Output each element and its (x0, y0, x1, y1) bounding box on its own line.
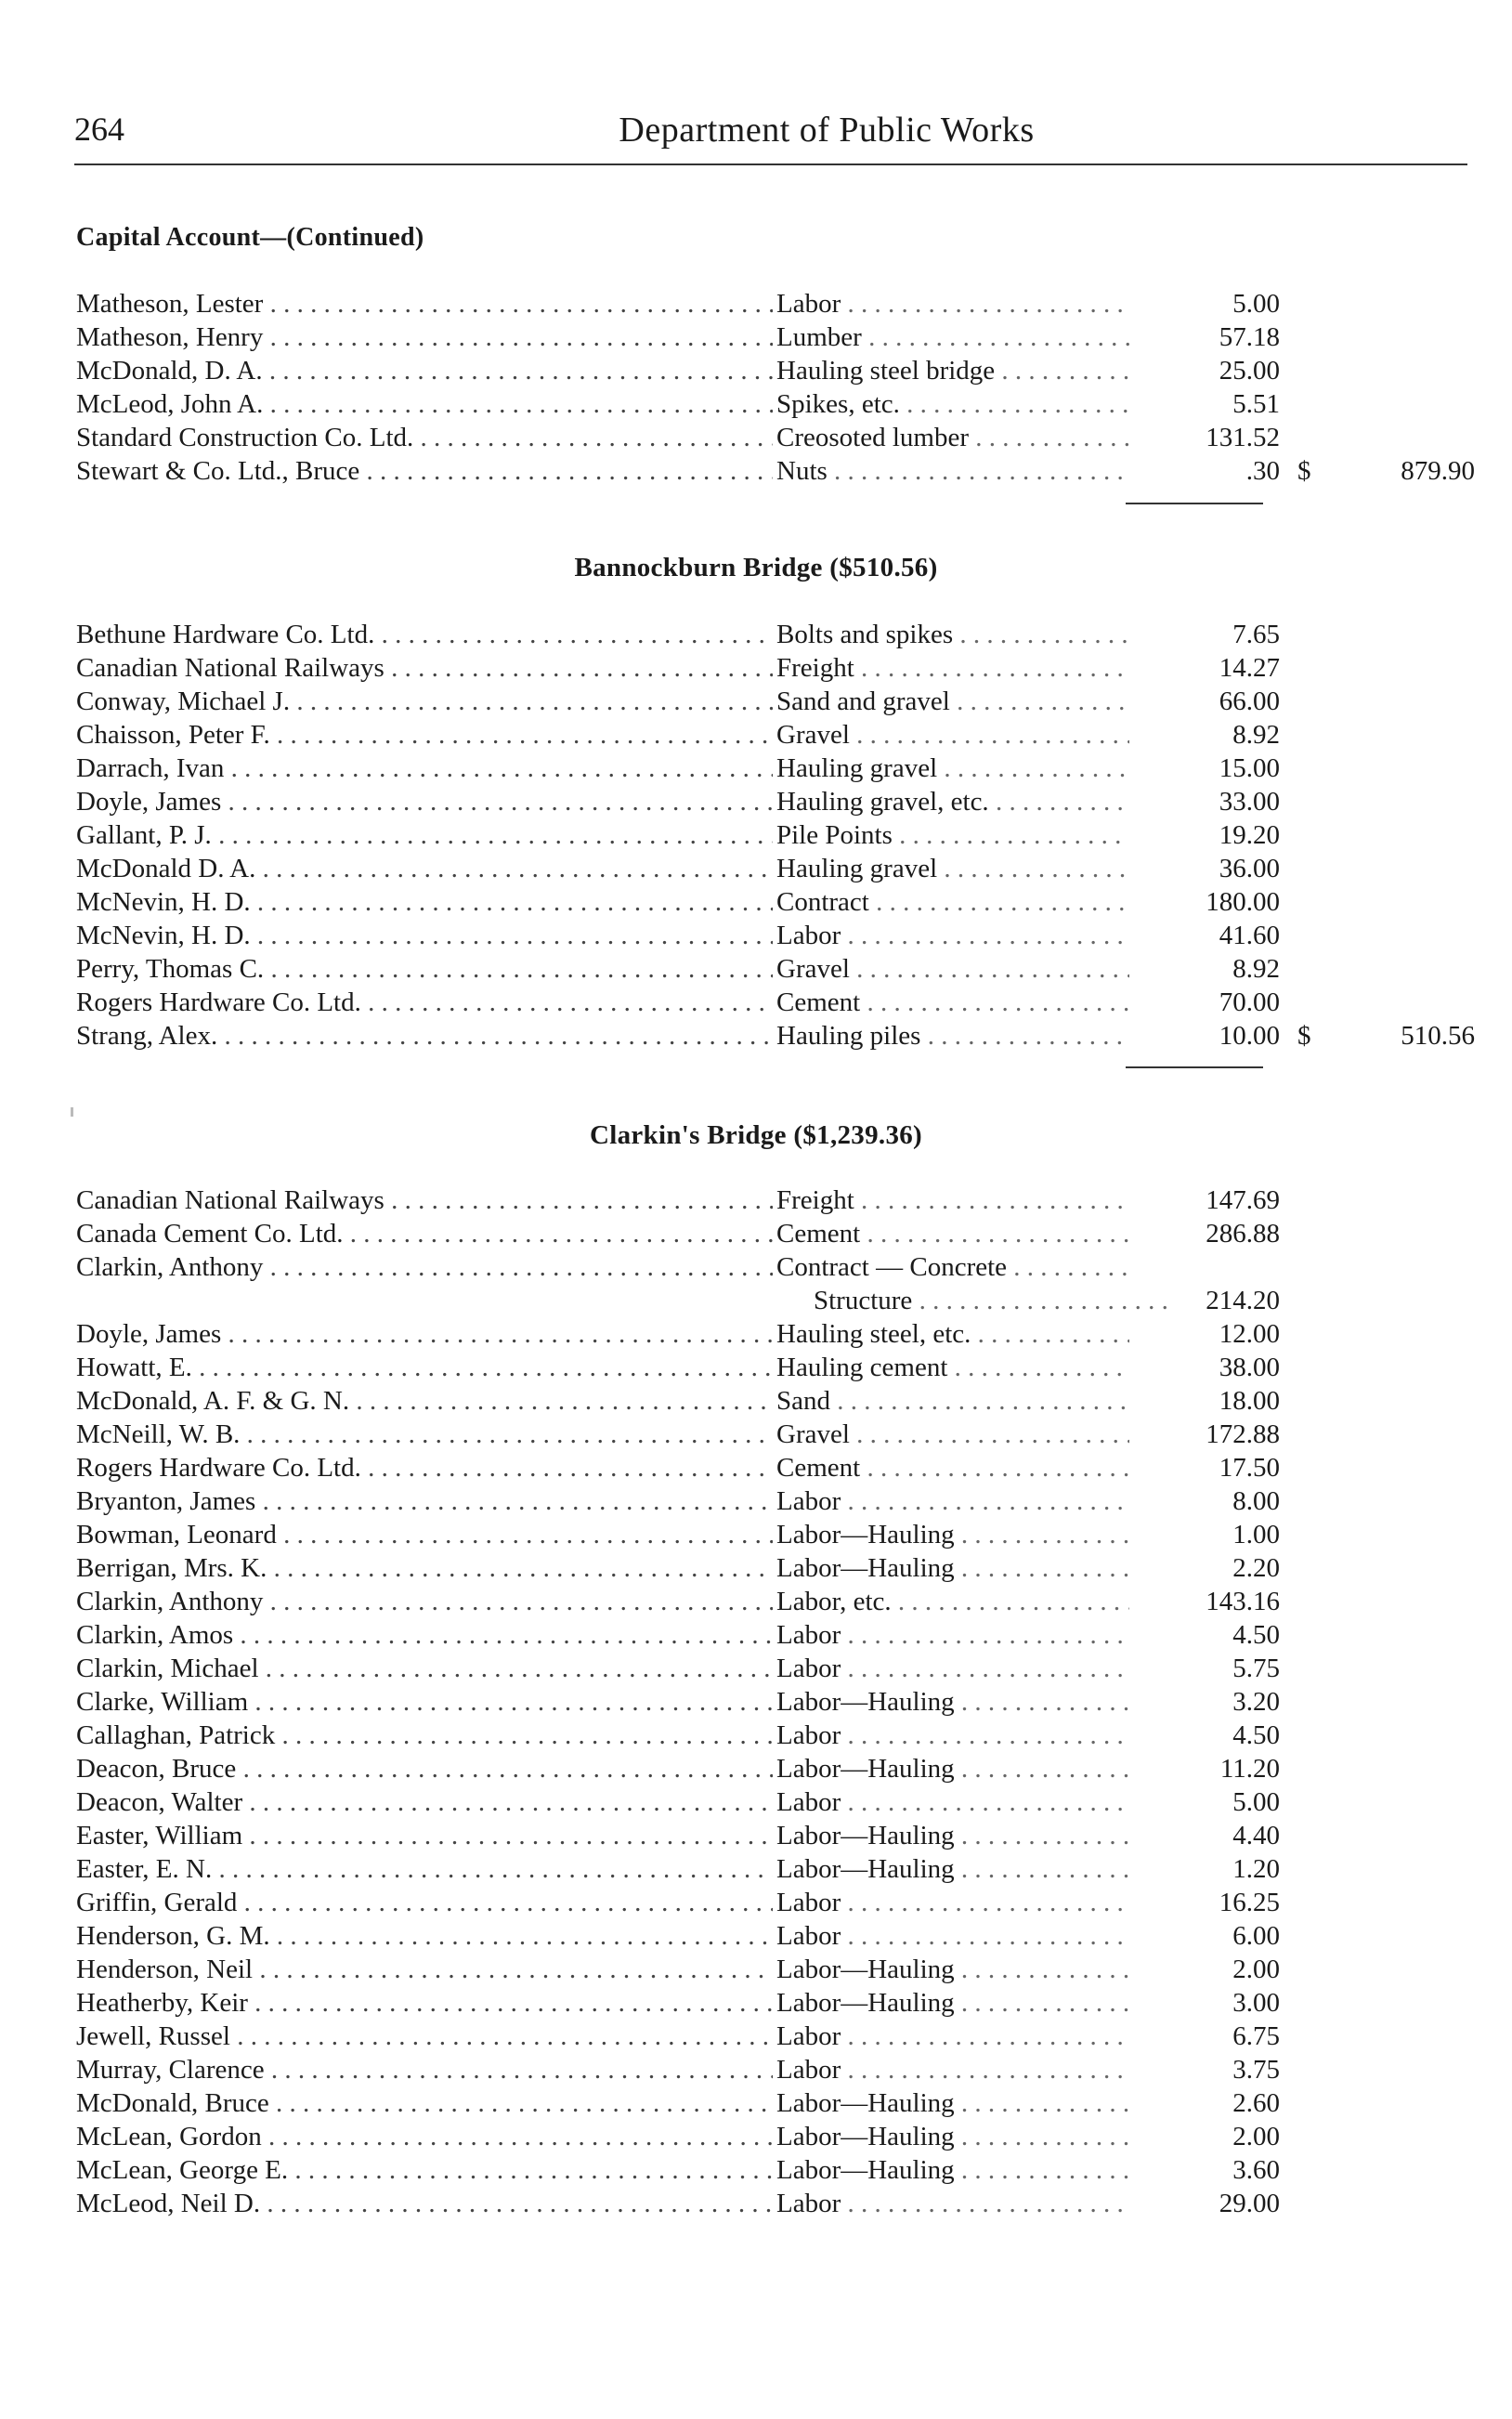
ledger-row (0, 387, 1512, 421)
section-total: 879.90 (1401, 456, 1475, 486)
item-description: Contract . . . (776, 885, 1129, 919)
item-description: Hauling steel bridge . . . (776, 354, 1129, 387)
ledger-row (0, 1317, 1512, 1351)
ledger-row (0, 1618, 1512, 1652)
item-description: Labor—Hauling . . . (776, 1551, 1129, 1585)
payee-name: Darrach, Ivan . . . (76, 752, 773, 785)
item-description: Labor—Hauling . . . (776, 1685, 1129, 1719)
item-amount: 6.75 (1232, 2021, 1280, 2051)
payee-name: Easter, William . . . (76, 1819, 773, 1852)
payee-name: McNeill, W. B. . . . (76, 1418, 773, 1451)
payee-name: Perry, Thomas C. . . . (76, 952, 773, 986)
item-description: Labor, etc. . . . (776, 1585, 1129, 1618)
item-description: Hauling gravel . . . (776, 752, 1129, 785)
payee-name: McLean, Gordon . . . (76, 2120, 773, 2153)
item-description: Labor . . . (776, 1785, 1129, 1819)
ledger-row (0, 1183, 1512, 1217)
item-description: Freight . . . (776, 651, 1129, 685)
item-amount: 286.88 (1206, 1219, 1280, 1249)
payee-name: McDonald, Bruce . . . (76, 2086, 773, 2120)
page-header (74, 110, 1467, 156)
payee-name: Griffin, Gerald . . . (76, 1886, 773, 1919)
item-amount: 143.16 (1206, 1587, 1280, 1616)
section-heading-clarkins-bridge: Clarkin's Bridge ($1,239.36) (589, 1120, 922, 1150)
payee-name: Murray, Clarence . . . (76, 2053, 773, 2086)
payee-name: Rogers Hardware Co. Ltd. . . . (76, 986, 773, 1019)
ledger-row (0, 752, 1512, 785)
item-description: Hauling gravel, etc. . . . (776, 785, 1129, 818)
item-description: Cement . . . (776, 1217, 1129, 1250)
ledger-row (0, 2120, 1512, 2153)
payee-name: Matheson, Lester . . . (76, 287, 773, 320)
payee-name: Bowman, Leonard . . . (76, 1518, 773, 1551)
header-rule (74, 163, 1467, 165)
payee-name: Doyle, James . . . (76, 785, 773, 818)
ledger-row (0, 952, 1512, 986)
payee-name: Henderson, G. M. . . . (76, 1919, 773, 1953)
sum-rule (1126, 503, 1263, 504)
ledger-row (0, 320, 1512, 354)
item-description: Labor . . . (776, 919, 1129, 952)
ledger-row (0, 618, 1512, 651)
ledger-row (0, 287, 1512, 320)
item-amount: 131.52 (1206, 423, 1280, 452)
ledger-row (0, 1953, 1512, 1986)
item-description: Lumber . . . (776, 320, 1129, 354)
item-amount: 12.00 (1219, 1319, 1280, 1349)
payee-name: Canadian National Railways . . . (76, 1183, 773, 1217)
ledger-row (0, 986, 1512, 1019)
ledger-row (0, 1919, 1512, 1953)
item-description: Contract — Concrete . . . (776, 1250, 1129, 1284)
item-amount: 7.65 (1232, 620, 1280, 649)
ledger-row (0, 1551, 1512, 1585)
payee-name: Stewart & Co. Ltd., Bruce . . . (76, 454, 773, 488)
ledger-row (0, 421, 1512, 454)
item-amount: 14.27 (1219, 653, 1280, 683)
section-rows-bannockburn-bridge (0, 618, 1512, 1053)
payee-name: Chaisson, Peter F. . . . (76, 718, 773, 752)
item-amount: 2.00 (1232, 2122, 1280, 2151)
sum-rule (1126, 1066, 1263, 1068)
item-description: Labor . . . (776, 1886, 1129, 1919)
item-description: Bolts and spikes . . . (776, 618, 1129, 651)
item-description: Labor . . . (776, 2053, 1129, 2086)
item-description: Labor . . . (776, 1719, 1129, 1752)
item-description: Hauling steel, etc. . . . (776, 1317, 1129, 1351)
item-amount: 11.20 (1219, 1754, 1280, 1784)
item-amount: 18.00 (1219, 1386, 1280, 1416)
item-amount: 33.00 (1219, 787, 1280, 817)
payee-name: Henderson, Neil . . . (76, 1953, 773, 1986)
item-amount: 172.88 (1206, 1419, 1280, 1449)
item-amount: 41.60 (1219, 921, 1280, 950)
ledger-row (0, 1351, 1512, 1384)
item-description: Freight . . . (776, 1183, 1129, 1217)
item-description: Sand and gravel . . . (776, 685, 1129, 718)
ledger-row (0, 1484, 1512, 1518)
item-description: Hauling gravel . . . (776, 852, 1129, 885)
item-amount: 4.50 (1232, 1720, 1280, 1750)
ledger-row (0, 1217, 1512, 1250)
payee-name: McLeod, John A. . . . (76, 387, 773, 421)
payee-name: Heatherby, Keir . . . (76, 1986, 773, 2020)
ledger-row (0, 1418, 1512, 1451)
item-amount: 8.92 (1232, 720, 1280, 750)
margin-mark (71, 1107, 73, 1117)
page-title: Department of Public Works (619, 111, 1035, 150)
item-amount: 8.92 (1232, 954, 1280, 984)
payee-name: Doyle, James . . . (76, 1317, 773, 1351)
payee-name: McDonald, D. A. . . . (76, 354, 773, 387)
payee-name: Canadian National Railways . . . (76, 651, 773, 685)
ledger-row (0, 685, 1512, 718)
section-heading-bannockburn-bridge: Bannockburn Bridge ($510.56) (574, 553, 938, 582)
payee-name: Clarkin, Michael . . . (76, 1652, 773, 1685)
item-description: Structure . . . (814, 1284, 1167, 1317)
item-amount: 214.20 (1206, 1286, 1280, 1315)
item-description: Labor . . . (776, 2020, 1129, 2053)
ledger-row (0, 1719, 1512, 1752)
ledger-row (0, 354, 1512, 387)
ledger-row (0, 2020, 1512, 2053)
payee-name: Strang, Alex. . . . (76, 1019, 773, 1053)
item-description: Creosoted lumber . . . (776, 421, 1129, 454)
item-amount: 57.18 (1219, 322, 1280, 352)
payee-name: McNevin, H. D. . . . (76, 919, 773, 952)
ledger-row (0, 1284, 1512, 1317)
payee-name: Rogers Hardware Co. Ltd. . . . (76, 1451, 773, 1484)
item-description: Cement . . . (776, 1451, 1129, 1484)
item-description: Labor—Hauling . . . (776, 1819, 1129, 1852)
item-amount: 3.60 (1232, 2155, 1280, 2185)
item-amount: 36.00 (1219, 854, 1280, 883)
item-description: Hauling piles . . . (776, 1019, 1129, 1053)
item-description: Labor . . . (776, 1919, 1129, 1953)
payee-name: Canada Cement Co. Ltd. . . . (76, 1217, 773, 1250)
item-description: Labor . . . (776, 1652, 1129, 1685)
ledger-row (0, 852, 1512, 885)
item-amount: 2.60 (1232, 2088, 1280, 2118)
item-amount: 17.50 (1219, 1453, 1280, 1483)
payee-name: Bethune Hardware Co. Ltd. . . . (76, 618, 773, 651)
item-amount: 19.20 (1219, 820, 1280, 850)
ledger-row (0, 1852, 1512, 1886)
ledger-row (0, 2053, 1512, 2086)
item-amount: 15.00 (1219, 753, 1280, 783)
ledger-row (0, 1518, 1512, 1551)
item-amount: 70.00 (1219, 987, 1280, 1017)
item-amount: 4.40 (1232, 1821, 1280, 1850)
item-description: Spikes, etc. . . . (776, 387, 1129, 421)
payee-name: Deacon, Walter . . . (76, 1785, 773, 1819)
item-description: Nuts . . . (776, 454, 1129, 488)
ledger-row (0, 818, 1512, 852)
item-amount: 1.20 (1232, 1854, 1280, 1884)
item-amount: 5.00 (1232, 289, 1280, 319)
payee-name: Gallant, P. J. . . . (76, 818, 773, 852)
ledger-row (0, 1451, 1512, 1484)
item-description: Pile Points . . . (776, 818, 1129, 852)
payee-name: McLean, George E. . . . (76, 2153, 773, 2187)
item-amount: 4.50 (1232, 1620, 1280, 1650)
item-description: Labor . . . (776, 287, 1129, 320)
item-description: Labor—Hauling . . . (776, 2153, 1129, 2187)
ledger-row (0, 2153, 1512, 2187)
item-amount: 2.00 (1232, 1955, 1280, 1984)
item-amount: 8.00 (1232, 1486, 1280, 1516)
item-amount: 38.00 (1219, 1353, 1280, 1382)
payee-name: Clarkin, Amos . . . (76, 1618, 773, 1652)
item-amount: .30 (1245, 456, 1280, 486)
item-description: Gravel . . . (776, 952, 1129, 986)
item-description: Cement . . . (776, 986, 1129, 1019)
item-amount: 16.25 (1219, 1888, 1280, 1917)
item-amount: 2.20 (1232, 1553, 1280, 1583)
payee-name: Easter, E. N. . . . (76, 1852, 773, 1886)
payee-name: Standard Construction Co. Ltd. . . . (76, 421, 773, 454)
payee-name: Howatt, E. . . . (76, 1351, 773, 1384)
item-amount: 5.75 (1232, 1654, 1280, 1683)
ledger-row (0, 1685, 1512, 1719)
payee-name: Conway, Michael J. . . . (76, 685, 773, 718)
section-heading-capital-account: Capital Account—(Continued) (76, 223, 424, 252)
dollar-sign: $ (1297, 1021, 1311, 1051)
item-amount: 147.69 (1206, 1185, 1280, 1215)
section-rows-clarkins-bridge (0, 1183, 1512, 2220)
payee-name: McDonald D. A. . . . (76, 852, 773, 885)
item-description: Labor . . . (776, 2187, 1129, 2220)
item-amount: 180.00 (1206, 887, 1280, 917)
ledger-row (0, 1652, 1512, 1685)
item-amount: 3.75 (1232, 2055, 1280, 2085)
payee-name: Matheson, Henry . . . (76, 320, 773, 354)
ledger-row (0, 885, 1512, 919)
item-description: Labor . . . (776, 1484, 1129, 1518)
ledger-row (0, 1819, 1512, 1852)
payee-name: Bryanton, James . . . (76, 1484, 773, 1518)
dollar-sign: $ (1297, 456, 1311, 486)
item-description: Labor . . . (776, 1618, 1129, 1652)
ledger-row (0, 1886, 1512, 1919)
ledger-row (0, 1384, 1512, 1418)
ledger-row (0, 718, 1512, 752)
payee-name: McNevin, H. D. . . . (76, 885, 773, 919)
item-amount: 29.00 (1219, 2189, 1280, 2218)
ledger-row (0, 919, 1512, 952)
payee-name: Deacon, Bruce . . . (76, 1752, 773, 1785)
item-description: Gravel . . . (776, 1418, 1129, 1451)
ledger-row (0, 1019, 1512, 1053)
payee-name: McLeod, Neil D. . . . (76, 2187, 773, 2220)
item-amount: 3.20 (1232, 1687, 1280, 1717)
item-description: Labor—Hauling . . . (776, 1752, 1129, 1785)
page-number: 264 (74, 111, 124, 148)
item-description: Labor—Hauling . . . (776, 1953, 1129, 1986)
ledger-row (0, 1250, 1512, 1284)
payee-name: Clarkin, Anthony . . . (76, 1250, 773, 1284)
item-description: Labor—Hauling . . . (776, 2086, 1129, 2120)
item-description: Gravel . . . (776, 718, 1129, 752)
item-description: Labor—Hauling . . . (776, 1518, 1129, 1551)
item-description: Hauling cement . . . (776, 1351, 1129, 1384)
payee-name: McDonald, A. F. & G. N. . . . (76, 1384, 773, 1418)
section-rows-capital-account (0, 287, 1512, 488)
item-description: Labor—Hauling . . . (776, 1986, 1129, 2020)
item-description: Labor—Hauling . . . (776, 1852, 1129, 1886)
ledger-row (0, 1585, 1512, 1618)
ledger-row (0, 785, 1512, 818)
payee-name: Callaghan, Patrick . . . (76, 1719, 773, 1752)
payee-name: Berrigan, Mrs. K. . . . (76, 1551, 773, 1585)
payee-name: Clarke, William . . . (76, 1685, 773, 1719)
ledger-row (0, 1785, 1512, 1819)
item-amount: 66.00 (1219, 686, 1280, 716)
item-amount: 5.51 (1232, 389, 1280, 419)
item-amount: 5.00 (1232, 1787, 1280, 1817)
ledger-row (0, 1752, 1512, 1785)
ledger-row (0, 651, 1512, 685)
item-amount: 1.00 (1232, 1520, 1280, 1549)
ledger-row (0, 2086, 1512, 2120)
payee-name: Jewell, Russel . . . (76, 2020, 773, 2053)
section-total: 510.56 (1401, 1021, 1475, 1051)
item-amount: 10.00 (1219, 1021, 1280, 1051)
item-amount: 25.00 (1219, 356, 1280, 386)
item-amount: 6.00 (1232, 1921, 1280, 1951)
item-amount: 3.00 (1232, 1988, 1280, 2018)
ledger-row (0, 2187, 1512, 2220)
item-description: Labor—Hauling . . . (776, 2120, 1129, 2153)
payee-name: Clarkin, Anthony . . . (76, 1585, 773, 1618)
ledger-row (0, 1986, 1512, 2020)
item-description: Sand . . . (776, 1384, 1129, 1418)
ledger-row (0, 454, 1512, 488)
